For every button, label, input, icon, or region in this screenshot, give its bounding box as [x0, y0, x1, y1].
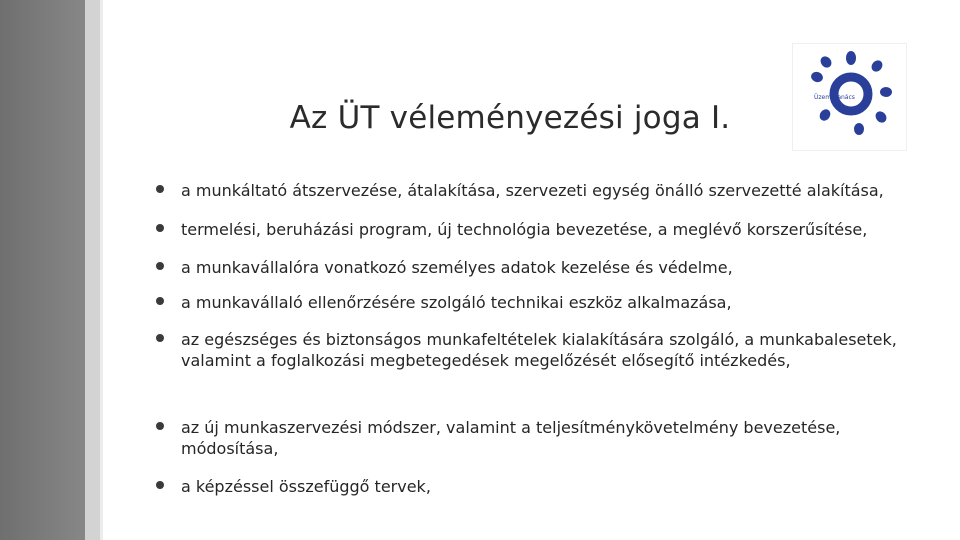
list-item [156, 257, 733, 278]
list-item-text: a munkavállaló ellenőrzésére szolgáló technikai eszköz alkalmazása, [181, 293, 732, 312]
list-item [156, 476, 431, 497]
bullet-icon [156, 185, 164, 193]
left-decorative-stripe [0, 0, 85, 540]
list-item-text: az egészséges és biztonságos munkafeltételek kialakítására szolgáló, a munkabalesetek, valamint a foglalkozási megbetegedések megelőzését elősegítő intézkedés, [181, 330, 897, 370]
list-item [156, 180, 884, 201]
list-item-text: az új munkaszervezési módszer, valamint a teljesítménykövetelmény bevezetése, módosítása, [181, 418, 841, 458]
list-item [156, 417, 921, 459]
bullet-icon [156, 224, 164, 232]
list-item-text: a munkavállalóra vonatkozó személyes adatok kezelése és védelme, [181, 258, 733, 277]
slide-title: Az ÜT véleményezési joga I. [289, 100, 731, 136]
list-item [156, 219, 867, 240]
left-decorative-line [100, 0, 103, 540]
list-item-text: a munkáltató átszervezése, átalakítása, szervezeti egység önálló szervezetté alakítása, [181, 181, 884, 200]
bullet-icon [156, 334, 164, 342]
bullet-icon [156, 262, 164, 270]
logo [792, 43, 907, 151]
logo-label: Üzemi Tanács [814, 94, 855, 101]
bullet-icon [156, 422, 164, 430]
list-item-text: a képzéssel összefüggő tervek, [181, 477, 431, 496]
left-decorative-band [85, 0, 100, 540]
list-item [156, 292, 732, 313]
bullet-icon [156, 297, 164, 305]
list-item-text: termelési, beruházási program, új technológia bevezetése, a meglévő korszerűsítése, [181, 220, 868, 239]
list-item [156, 329, 921, 371]
bullet-icon [156, 481, 164, 489]
